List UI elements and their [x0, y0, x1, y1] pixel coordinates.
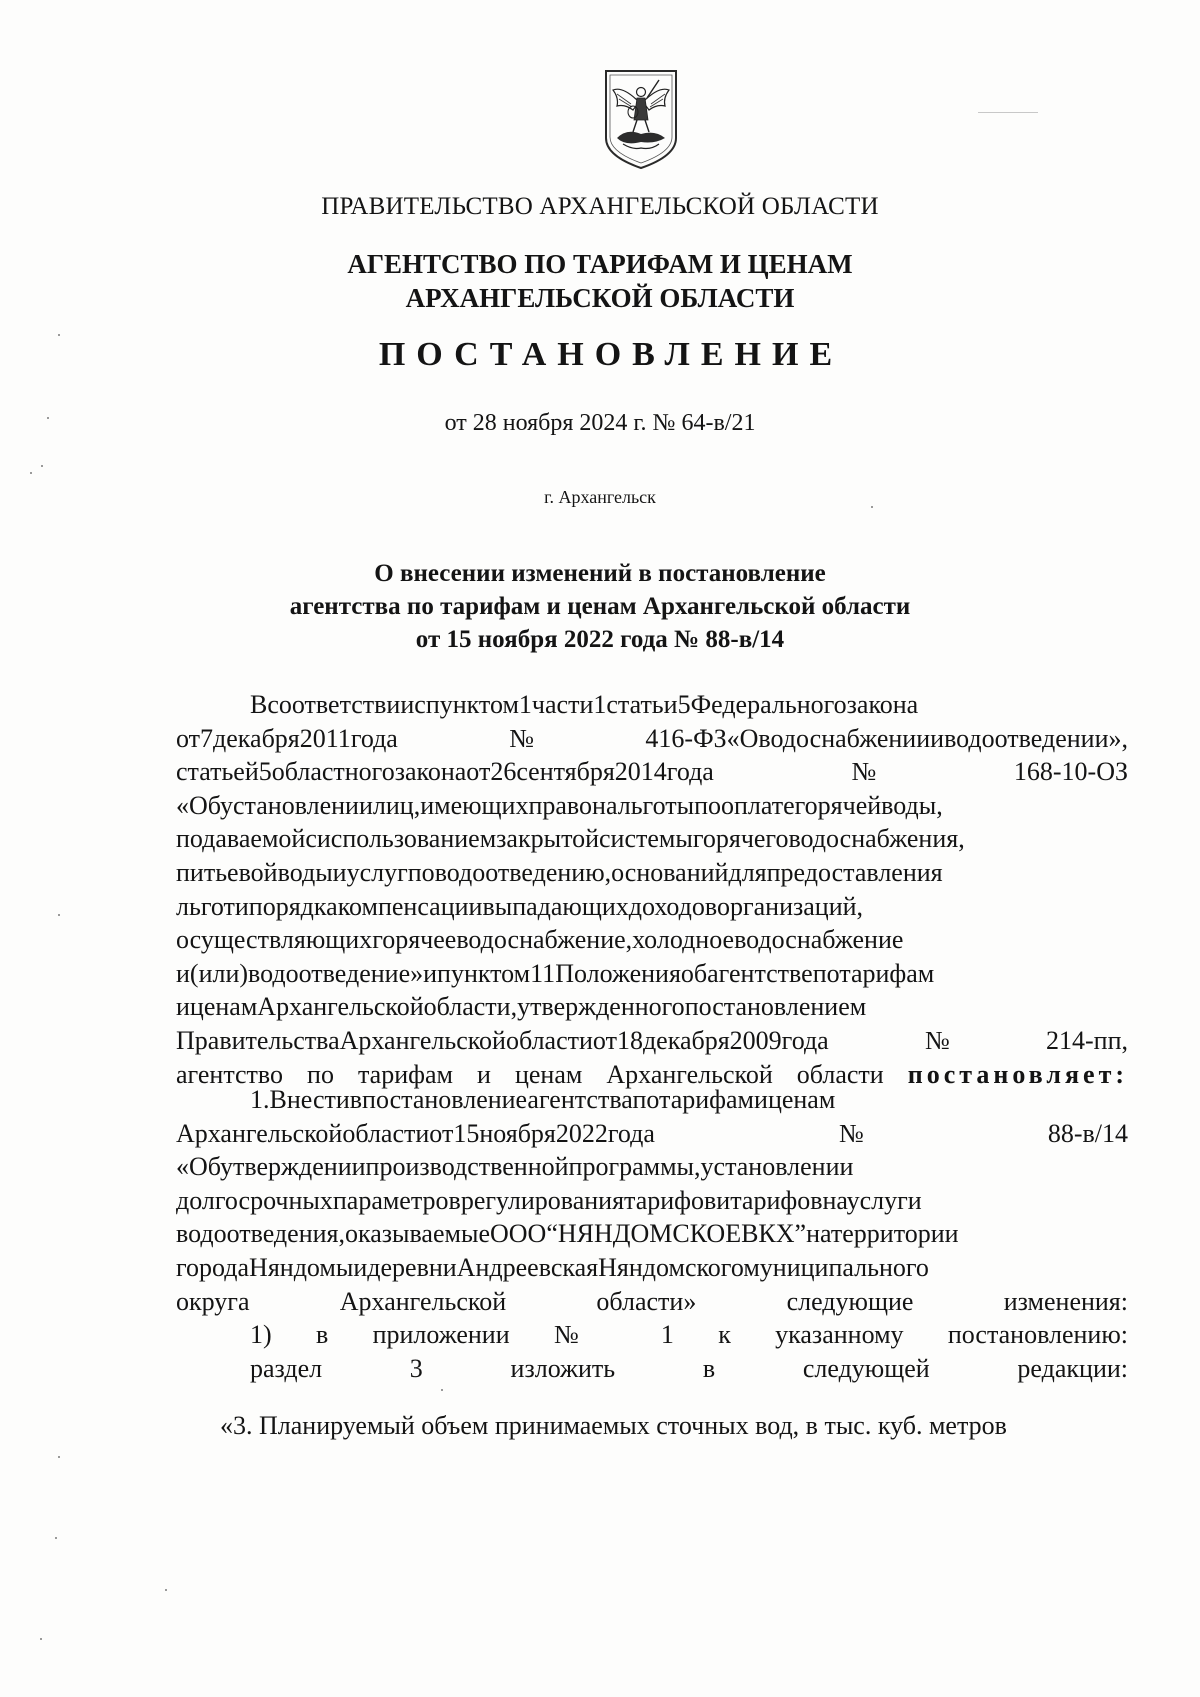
section-3-heading: «3. Планируемый объем принимаемых сточных вод, в тыс. куб. метров: [220, 1411, 1007, 1440]
document-subject: [0, 557, 1200, 656]
text-line: осуществляющихгорячееводоснабжение,холодноеводоснабжение: [176, 925, 904, 955]
scan-speck: [165, 1589, 167, 1591]
scan-speck: [441, 1389, 443, 1391]
text-line: городаНяндомыидеревниАндреевскаяНяндомскогомуниципального: [176, 1252, 929, 1282]
subject-line3: от 15 ноября 2022 года № 88-в/14: [415, 626, 785, 653]
government-name: ПРАВИТЕЛЬСТВО АРХАНГЕЛЬСКОЙ ОБЛАСТИ: [321, 193, 879, 220]
text-line: льготипорядкакомпенсациивыпадающихдоходоворганизаций,: [176, 891, 864, 921]
scan-speck: [871, 506, 873, 508]
document-city: г. Архангельск: [544, 487, 656, 507]
text-line: подаваемойсиспользованиемзакрытойсистемыгорячеговодоснабжения,: [176, 824, 965, 854]
agency-name: [0, 247, 1200, 315]
text-line: долгосрочныхпараметроврегулированиятарифовитарифовнауслуги: [176, 1185, 922, 1215]
text-line: иценамАрхангельскойобласти,утвержденногопостановлением: [176, 992, 867, 1022]
resolution-prefix: агентство по тарифам и ценам Архангельской области: [176, 1059, 908, 1089]
resolution-keyword: постановляет:: [907, 1059, 1128, 1089]
subject-line2: агентства по тарифам и ценам Архангельской области: [289, 593, 911, 620]
text-line: Всоответствииспунктом1части1статьи5Федеральногозакона: [250, 690, 919, 719]
subclause-sub2: раздел 3 изложить в следующей редакции:: [250, 1353, 1128, 1383]
scan-speck: [30, 472, 32, 474]
scan-speck: [58, 1456, 60, 1458]
scan-speck: [47, 417, 49, 419]
text-line: Архангельскойобластиот15ноября2022года№88-в/14: [176, 1118, 1128, 1148]
text-line: питьевойводыиуслугповодоотведению,основанийдляпредоставления: [176, 857, 943, 887]
scan-speck: [55, 1537, 57, 1539]
agency-name-line2: АРХАНГЕЛЬСКОЙ ОБЛАСТИ: [405, 283, 795, 313]
clause-1-paragraph: [176, 1083, 1128, 1385]
scan-speck: [58, 914, 60, 916]
document-type: ПОСТАНОВЛЕНИЕ: [378, 336, 844, 373]
scan-artifact-line: [978, 112, 1038, 113]
text-line: от7декабря2011года№416-ФЗ«Оводоснабжениииводоотведении»,: [176, 723, 1128, 753]
subject-line1: О внесении изменений в постановление: [374, 560, 826, 587]
text-line: водоотведения,оказываемыеООО“НЯНДОМСКОЕВКХ”натерритории: [176, 1219, 959, 1249]
text-line: и(или)водоотведение»ипунктом11Положенияобагентствепотарифам: [176, 958, 935, 988]
text-line: 1.Внестивпостановлениеагентствапотарифамиценам: [250, 1085, 836, 1114]
scan-speck: [41, 465, 43, 467]
agency-name-line1: АГЕНТСТВО ПО ТАРИФАМ И ЦЕНАМ: [347, 249, 853, 279]
text-line: округа Архангельской области» следующие изменения:: [176, 1286, 1128, 1316]
coat-of-arms-emblem: [603, 68, 679, 170]
scan-speck: [58, 334, 60, 336]
document-date-number: от 28 ноября 2024 г. № 64-в/21: [444, 410, 756, 436]
scan-speck: [40, 1638, 42, 1640]
text-line: статьей5областногозаконаот26сентября2014года№168-10-ОЗ: [176, 757, 1128, 787]
preamble-paragraph: [176, 688, 1128, 1091]
text-line: «Обутверждениипроизводственнойпрограммы,установлении: [176, 1152, 854, 1182]
text-line: «Обустановлениилиц,имеющихправональготыпооплатегорячейводы,: [176, 790, 943, 820]
subclause-sub1: 1) в приложении № 1 к указанному постановлению:: [250, 1320, 1128, 1350]
text-line: ПравительстваАрхангельскойобластиот18декабря2009года№214-пп,: [176, 1025, 1128, 1055]
